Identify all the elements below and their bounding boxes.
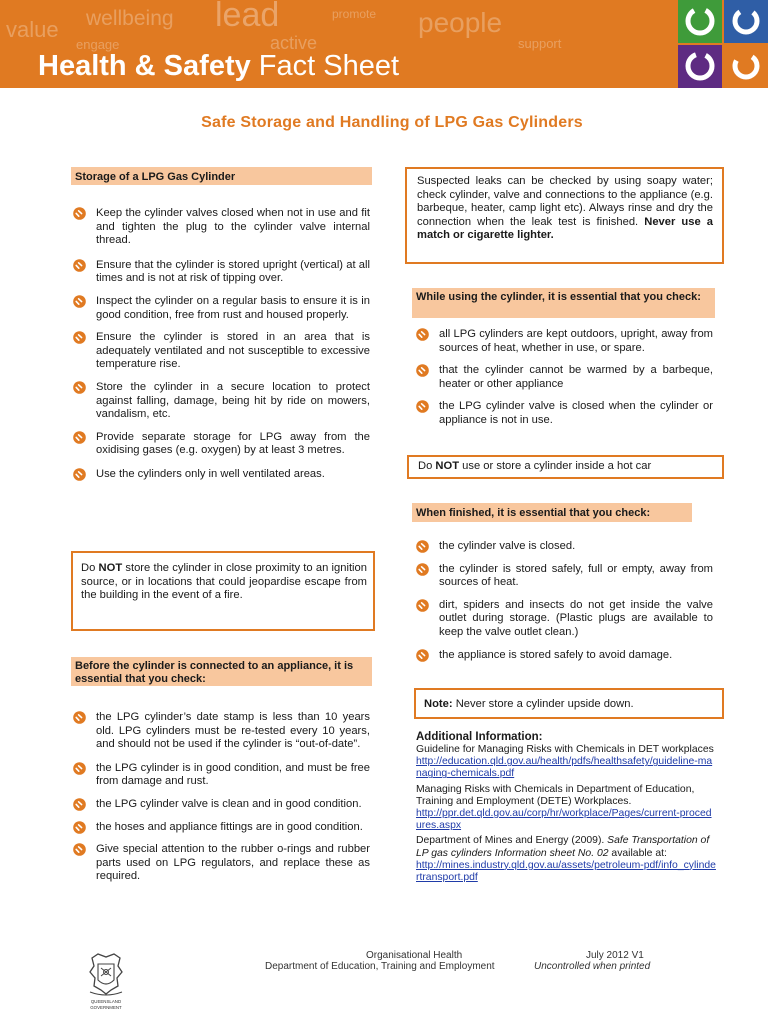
list-item-text: the LPG cylinder valve is closed when the cylinder or appliance is not in use. (439, 400, 713, 426)
list-item (72, 843, 370, 884)
sheet-title-rest: Fact Sheet (258, 50, 400, 82)
orange-arrow-bullet-icon (72, 710, 87, 725)
reference-1-link[interactable]: http://education.qld.gov.au/health/pdfs/healthsafety/guideline-managing-chemicals.pdf (416, 756, 713, 780)
before-heading: Before the cylinder is connected to an appliance, it is essential that you check: (71, 657, 372, 686)
leaks-emphasis: Never use a match or cigarette lighter. (417, 215, 713, 242)
list-item-text: Ensure the cylinder is stored in an area that is adequately ventilated and not susceptible to excessive temperature rise. (96, 331, 370, 371)
list-item (415, 599, 713, 640)
banner-word: lead (215, 0, 280, 34)
header-banner (0, 0, 768, 88)
reference-3-suffix: available at: (608, 847, 667, 859)
list-item-text: Give special attention to the rubber o-rings and rubber parts used on LPG regulators, and replace these as required. (96, 843, 370, 883)
reference-1 (416, 744, 716, 781)
list-item (72, 431, 370, 458)
document-title: Safe Storage and Handling of LPG Gas Cylinders (201, 114, 583, 131)
orange-arrow-bullet-icon (415, 327, 430, 342)
list-item (415, 540, 713, 554)
orange-arrow-bullet-icon (415, 399, 430, 414)
list-item (415, 649, 713, 663)
banner-word: support (518, 36, 562, 51)
note-body: Never store a cylinder upside down. (452, 698, 634, 710)
hot-car-rest: use or store a cylinder inside a hot car (459, 460, 652, 472)
list-item-text: the cylinder valve is closed. (439, 540, 576, 552)
hot-car-prefix: Do (418, 460, 436, 472)
orange-arrow-bullet-icon (415, 363, 430, 378)
banner-word: promote (332, 7, 377, 21)
leaks-body: Suspected leaks can be checked by using soapy water; check cylinder, valve and connections to the appliance (e.g. barbeque, heater, camp light etc). Always rinse and dry the connection when the leak test is finished. (417, 175, 713, 228)
orange-arrow-bullet-icon (72, 380, 87, 395)
reference-1-text: Guideline for Managing Risks with Chemicals in DET workplaces (416, 744, 714, 755)
list-item-text: Keep the cylinder valves closed when not in use and fit and tighten the plug to the cylinder valve internal thread. (96, 207, 370, 247)
list-item (72, 295, 370, 322)
sheet-title-bold: Health & Safety (38, 50, 251, 82)
reference-3-link[interactable]: http://mines.industry.qld.gov.au/assets/petroleum-pdf/info_cylindertransport.pdf (416, 859, 716, 884)
banner-word: people (418, 7, 503, 38)
note-label: Note: (424, 698, 453, 710)
list-item (415, 364, 713, 391)
orange-arrow-bullet-icon (415, 562, 430, 577)
footer-uncontrolled: Uncontrolled when printed (534, 961, 651, 972)
footer-department: Department of Education, Training and Employment (265, 961, 495, 972)
logo-tiles (678, 0, 768, 88)
swirl-tile-orange-icon (724, 45, 768, 88)
orange-arrow-bullet-icon (72, 430, 87, 445)
orange-arrow-bullet-icon (415, 539, 430, 554)
list-item (72, 711, 370, 752)
hot-car-box (407, 455, 724, 479)
while-using-list (415, 328, 713, 428)
banner-word: wellbeing (86, 7, 174, 30)
orange-arrow-bullet-icon (72, 258, 87, 273)
storage-heading: Storage of a LPG Gas Cylinder (71, 167, 372, 185)
svg-text:GOVERNMENT: GOVERNMENT (90, 1005, 122, 1010)
list-item-text: the LPG cylinder is in good condition, and must be free from damage and rust. (96, 761, 370, 788)
list-item (415, 328, 713, 355)
leaks-text (417, 175, 713, 243)
list-item-text: Store the cylinder in a secure location to protect against falling, damage, being hit by ride on mowers, vandalism, etc. (96, 380, 370, 421)
finished-heading: When finished, it is essential that you check: (412, 503, 692, 522)
orange-arrow-bullet-icon (72, 797, 87, 812)
sheet-title (38, 52, 399, 81)
svg-text:QUEENSLAND: QUEENSLAND (90, 999, 122, 1004)
reference-3 (416, 835, 716, 884)
reference-2 (416, 784, 716, 833)
swirl-tile-green-icon (678, 0, 722, 43)
list-item (72, 468, 370, 482)
list-item-text: that the cylinder cannot be warmed by a barbeque, heater or other appliance (439, 364, 713, 390)
while-using-heading: While using the cylinder, it is essential that you check: (412, 288, 715, 318)
orange-arrow-bullet-icon (72, 842, 87, 857)
additional-heading: Additional Information: (416, 731, 543, 743)
note-text (424, 698, 722, 712)
orange-arrow-bullet-icon (72, 820, 87, 835)
list-item (72, 762, 370, 789)
before-list (72, 711, 370, 884)
hot-car-text (418, 460, 722, 474)
list-item (415, 400, 713, 427)
finished-list (415, 540, 713, 662)
reference-3-text (416, 835, 716, 859)
hot-car-emphasis: NOT (435, 460, 460, 472)
warning-emphasis: NOT (98, 562, 123, 574)
orange-arrow-bullet-icon (72, 761, 87, 776)
banner-word: engage (76, 37, 120, 52)
orange-arrow-bullet-icon (72, 467, 87, 482)
list-item (72, 821, 370, 835)
list-item-text: Provide separate storage for LPG away from the oxidising gases (e.g. oxygen) by at least 3 metres. (96, 430, 370, 457)
list-item (415, 563, 713, 590)
warning-box-storage (71, 551, 375, 631)
orange-arrow-bullet-icon (72, 294, 87, 309)
leaks-box (405, 167, 724, 264)
reference-2-text: Managing Risks with Chemicals in Department of Education, Training and Employment (DETE) Workplaces. (416, 783, 695, 807)
reference-2-link[interactable]: http://ppr.det.qld.gov.au/corp/hr/workplace/Pages/current-procedures.aspx (416, 808, 712, 832)
footer-org: Organisational Health (366, 950, 463, 961)
orange-arrow-bullet-icon (415, 648, 430, 663)
orange-arrow-bullet-icon (415, 598, 430, 613)
list-item-text: the LPG cylinder valve is clean and in good condition. (96, 797, 362, 810)
banner-word: active (270, 33, 318, 53)
list-item-text: the cylinder is stored safely, full or empty, away from sources of heat. (439, 562, 713, 589)
orange-arrow-bullet-icon (72, 330, 87, 345)
list-item-text: all LPG cylinders are kept outdoors, upright, away from sources of heat, whether in use, or spare. (439, 328, 713, 354)
list-item-text: Ensure that the cylinder is stored upright (vertical) at all times and is not at risk of tipping over. (96, 258, 370, 285)
footer-date: July 2012 V1 (586, 950, 644, 961)
storage-list (72, 207, 370, 482)
list-item-text: the LPG cylinder’s date stamp is less than 10 years old. LPG cylinders must be re-tested every 10 years, and should not be used if the cylinder is “out-of-date”. (96, 711, 370, 751)
warning-storage-text (81, 562, 367, 603)
list-item (72, 259, 370, 286)
list-item-text: Inspect the cylinder on a regular basis to ensure it is in good condition, free from rust and housed properly. (96, 294, 370, 321)
list-item-text: the hoses and appliance fittings are in good condition. (96, 820, 363, 833)
list-item-text: Use the cylinders only in well ventilated areas. (96, 467, 325, 480)
swirl-tile-purple-icon (678, 45, 722, 88)
note-box (414, 688, 724, 719)
list-item (72, 331, 370, 372)
list-item (72, 798, 370, 812)
warning-rest: store the cylinder in close proximity to an ignition source, or in locations that could jeopardise escape from the building in the event of a fire. (81, 562, 367, 602)
additional-information (416, 731, 716, 884)
queensland-government-crest-logo (84, 952, 128, 1012)
list-item (72, 207, 370, 248)
list-item-text: dirt, spiders and insects do not get inside the valve outlet during storage. (Plastic plugs are available to keep the valve outlet clean.) (439, 598, 713, 638)
list-item (72, 381, 370, 422)
swirl-tile-blue-icon (724, 0, 768, 43)
reference-3-title: Safe Transportation of LP gas cylinders Information sheet No. 02 (416, 835, 710, 859)
banner-word: value (6, 17, 59, 42)
warning-prefix: Do (81, 562, 99, 574)
orange-arrow-bullet-icon (72, 206, 87, 221)
list-item-text: the appliance is stored safely to avoid damage. (439, 648, 673, 661)
reference-3-prefix: Department of Mines and Energy (2009). (416, 835, 608, 847)
